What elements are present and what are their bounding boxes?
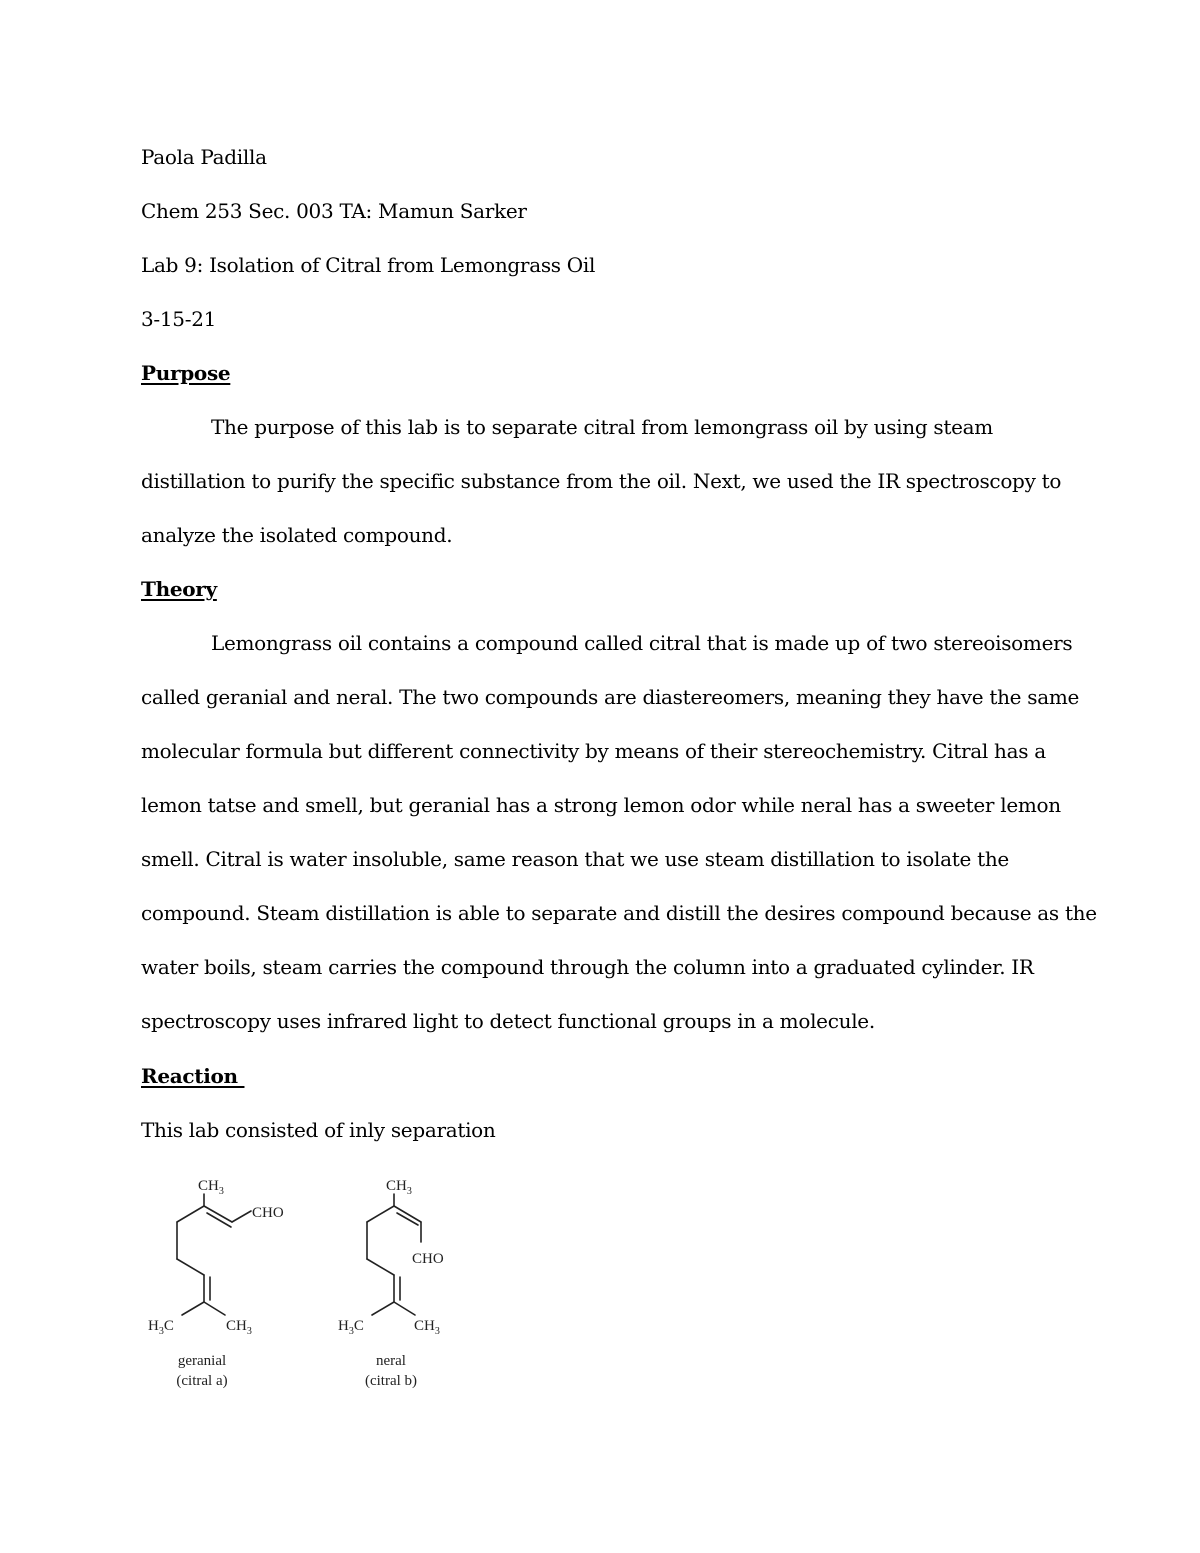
theory-line: Lemongrass oil contains a compound called citral that is made up of two stereoisomers — [211, 631, 1073, 655]
report-date: 3-15-21 — [141, 307, 217, 331]
purpose-heading: Purpose — [141, 361, 231, 385]
neral-methyl-label: $CH_3$ — [386, 1178, 412, 1197]
geranial-skeleton — [177, 1194, 251, 1315]
theory-line: compound. Steam distillation is able to separate and distill the desires compound because as the — [141, 901, 1097, 925]
theory-line: called geranial and neral. The two compounds are diastereomers, meaning they have the same — [141, 685, 1080, 709]
theory-line: smell. Citral is water insoluble, same reason that we use steam distillation to isolate the — [141, 847, 1009, 871]
citral-structures-figure — [140, 1165, 470, 1400]
neral-aldehyde-label: CHO — [412, 1251, 444, 1267]
theory-line: molecular formula but different connectivity by means of their stereochemistry. Citral has a — [141, 739, 1046, 763]
theory-line: lemon tatse and smell, but geranial has a strong lemon odor while neral has a sweeter lemon — [141, 793, 1061, 817]
author-name: Paola Padilla — [141, 145, 267, 169]
neral-name: neral — [376, 1353, 406, 1369]
geranial-aldehyde-label: CHO — [252, 1205, 284, 1221]
theory-heading: Theory — [141, 577, 217, 601]
purpose-line: distillation to purify the specific substance from the oil. Next, we used the IR spectroscopy to — [141, 469, 1062, 493]
geranial-right-methyl-label: $CH_3$ — [226, 1318, 252, 1337]
theory-line: water boils, steam carries the compound through the column into a graduated cylinder. IR — [141, 955, 1034, 979]
neral-right-methyl-label: $CH_3$ — [414, 1318, 440, 1337]
geranial-methyl-label: $CH_3$ — [198, 1178, 224, 1197]
geranial-left-methyl-label: $H_3C$ — [148, 1318, 174, 1337]
course-info: Chem 253 Sec. 003 TA: Mamun Sarker — [141, 199, 527, 223]
theory-line: spectroscopy uses infrared light to detect functional groups in a molecule. — [141, 1009, 875, 1033]
purpose-line: analyze the isolated compound. — [141, 523, 453, 547]
lab-title: Lab 9: Isolation of Citral from Lemongrass Oil — [141, 253, 596, 277]
neral-alias: (citral b) — [364, 1373, 418, 1389]
neral-left-methyl-label: $H_3C$ — [338, 1318, 364, 1337]
purpose-line: The purpose of this lab is to separate citral from lemongrass oil by using steam — [211, 415, 993, 439]
geranial-name: geranial — [177, 1353, 227, 1369]
reaction-intro: This lab consisted of inly separation — [141, 1118, 496, 1142]
reaction-heading: Reaction — [141, 1064, 245, 1088]
geranial-alias: (citral a) — [176, 1373, 228, 1389]
